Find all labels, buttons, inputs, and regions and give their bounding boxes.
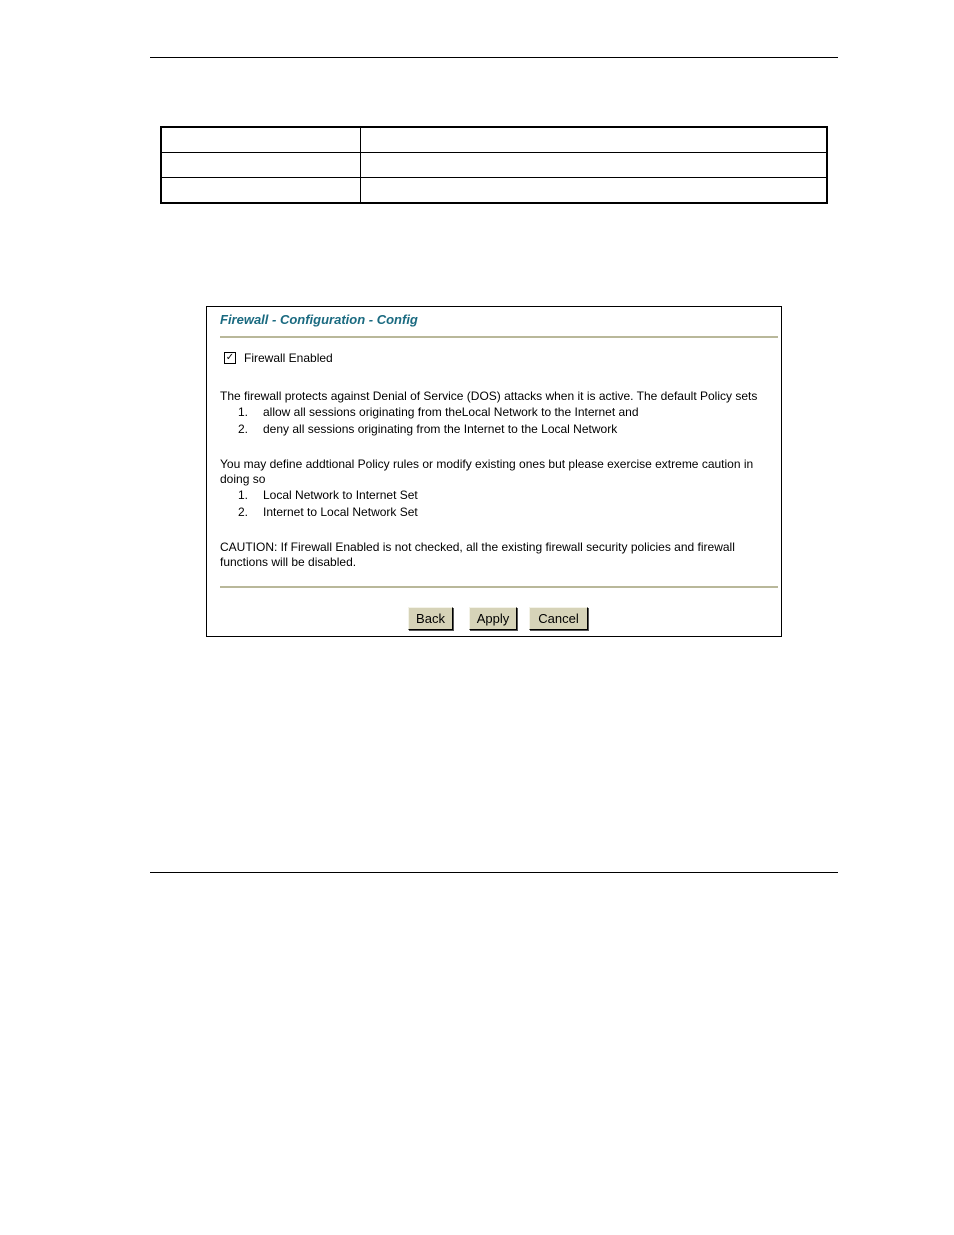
firewall-config-panel <box>206 306 782 637</box>
back-button[interactable]: Back <box>408 607 453 630</box>
list-text: Internet to Local Network Set <box>263 505 418 519</box>
caution-text-line2: functions will be disabled. <box>220 555 357 569</box>
table-cell <box>161 178 361 204</box>
apply-button[interactable]: Apply <box>469 607 517 630</box>
doc-table <box>160 126 828 204</box>
title-divider <box>220 336 778 338</box>
firewall-enabled-checkbox[interactable]: ✓ <box>225 352 235 363</box>
firewall-enabled-label: Firewall Enabled <box>244 351 333 365</box>
list-text: Local Network to Internet Set <box>263 488 418 502</box>
firewall-enabled-row[interactable] <box>224 351 333 365</box>
table-cell <box>161 153 361 178</box>
intro-text: The firewall protects against Denial of Service (DOS) attacks when it is active. The default Policy sets <box>220 389 758 403</box>
caution-text-line1: CAUTION: If Firewall Enabled is not checked, all the existing firewall security policies and firewall <box>220 540 735 554</box>
list-number: 2. <box>238 505 249 519</box>
table-cell <box>161 127 361 153</box>
table-cell <box>361 153 828 178</box>
header-rule <box>150 57 838 58</box>
cancel-button[interactable]: Cancel <box>529 607 588 630</box>
footer-divider <box>220 586 778 588</box>
table-row <box>161 153 827 178</box>
list-text: allow all sessions originating from theLocal Network to the Internet and <box>263 405 639 419</box>
table-row <box>161 127 827 153</box>
list-number: 1. <box>238 488 249 502</box>
footer-rule <box>150 872 838 873</box>
list-number: 1. <box>238 405 249 419</box>
table-row <box>161 178 827 204</box>
define-text-line2: doing so <box>220 472 266 486</box>
panel-title: Firewall - Configuration - Config <box>220 312 418 327</box>
table-cell <box>361 178 828 204</box>
list-number: 2. <box>238 422 249 436</box>
list-text: deny all sessions originating from the Internet to the Local Network <box>263 422 618 436</box>
define-text-line1: You may define addtional Policy rules or modify existing ones but please exercise extreme caution in <box>220 457 754 471</box>
table-cell <box>361 127 828 153</box>
